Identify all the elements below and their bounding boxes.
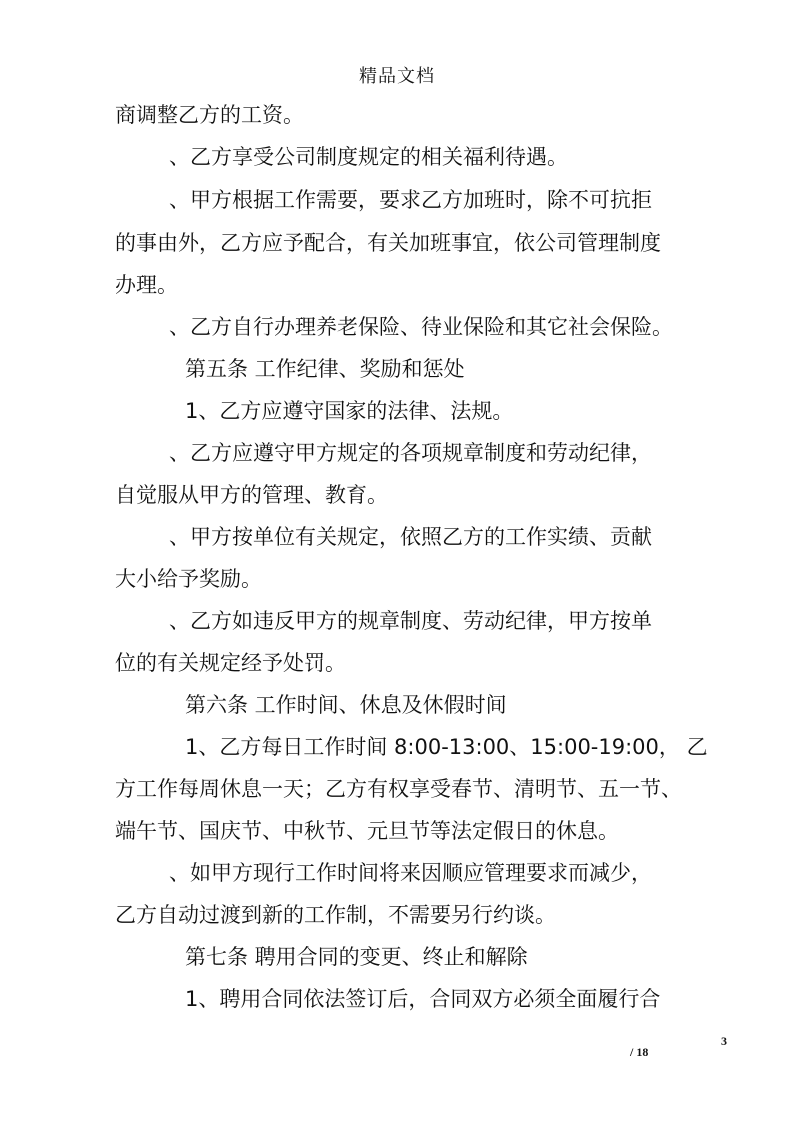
text-line: 位的有关规定经予处罚。: [115, 651, 346, 675]
text-line: 、如甲方现行工作时间将来因顺应管理要求而减少，: [169, 861, 652, 885]
text-line: 1、乙方每日工作时间 8:00-13:00、15:00-19:00， 乙: [185, 735, 708, 759]
text-line: 、甲方按单位有关规定，依照乙方的工作实绩、贡献: [169, 525, 652, 549]
section-heading: 第六条 工作时间、休息及休假时间: [185, 693, 507, 717]
text-line: 、乙方享受公司制度规定的相关福利待遇。: [169, 145, 568, 169]
text-line: 乙方自动过渡到新的工作制，不需要另行约谈。: [115, 903, 556, 927]
page-header: 精品文档: [359, 66, 435, 87]
text-line: 、甲方根据工作需要，要求乙方加班时，除不可抗拒: [169, 188, 652, 212]
text-line: 端午节、国庆节、中秋节、元旦节等法定假日的休息。: [115, 819, 619, 843]
text-line: 、乙方应遵守甲方规定的各项规章制度和劳动纪律，: [169, 441, 652, 465]
page-total: / 18: [630, 1045, 649, 1059]
section-heading: 第七条 聘用合同的变更、终止和解除: [185, 945, 528, 969]
text-line: 的事由外，乙方应予配合，有关加班事宜，依公司管理制度: [115, 231, 661, 255]
text-line: 1、乙方应遵守国家的法律、法规。: [185, 399, 514, 423]
text-line: 、乙方如违反甲方的规章制度、劳动纪律，甲方按单: [169, 609, 652, 633]
page-number: 3: [721, 1034, 727, 1048]
text-line: 方工作每周休息一天；乙方有权享受春节、清明节、五一节、: [115, 777, 682, 801]
text-line: 1、聘用合同依法签订后，合同双方必须全面履行合: [185, 987, 661, 1011]
text-line: 商调整乙方的工资。: [115, 103, 304, 127]
text-line: 办理。: [115, 273, 178, 297]
text-line: 自觉服从甲方的管理、教育。: [115, 483, 388, 507]
text-line: 、乙方自行办理养老保险、待业保险和其它社会保险。: [169, 315, 673, 339]
section-heading: 第五条 工作纪律、奖励和惩处: [185, 357, 465, 381]
text-line: 大小给予奖励。: [115, 567, 262, 591]
